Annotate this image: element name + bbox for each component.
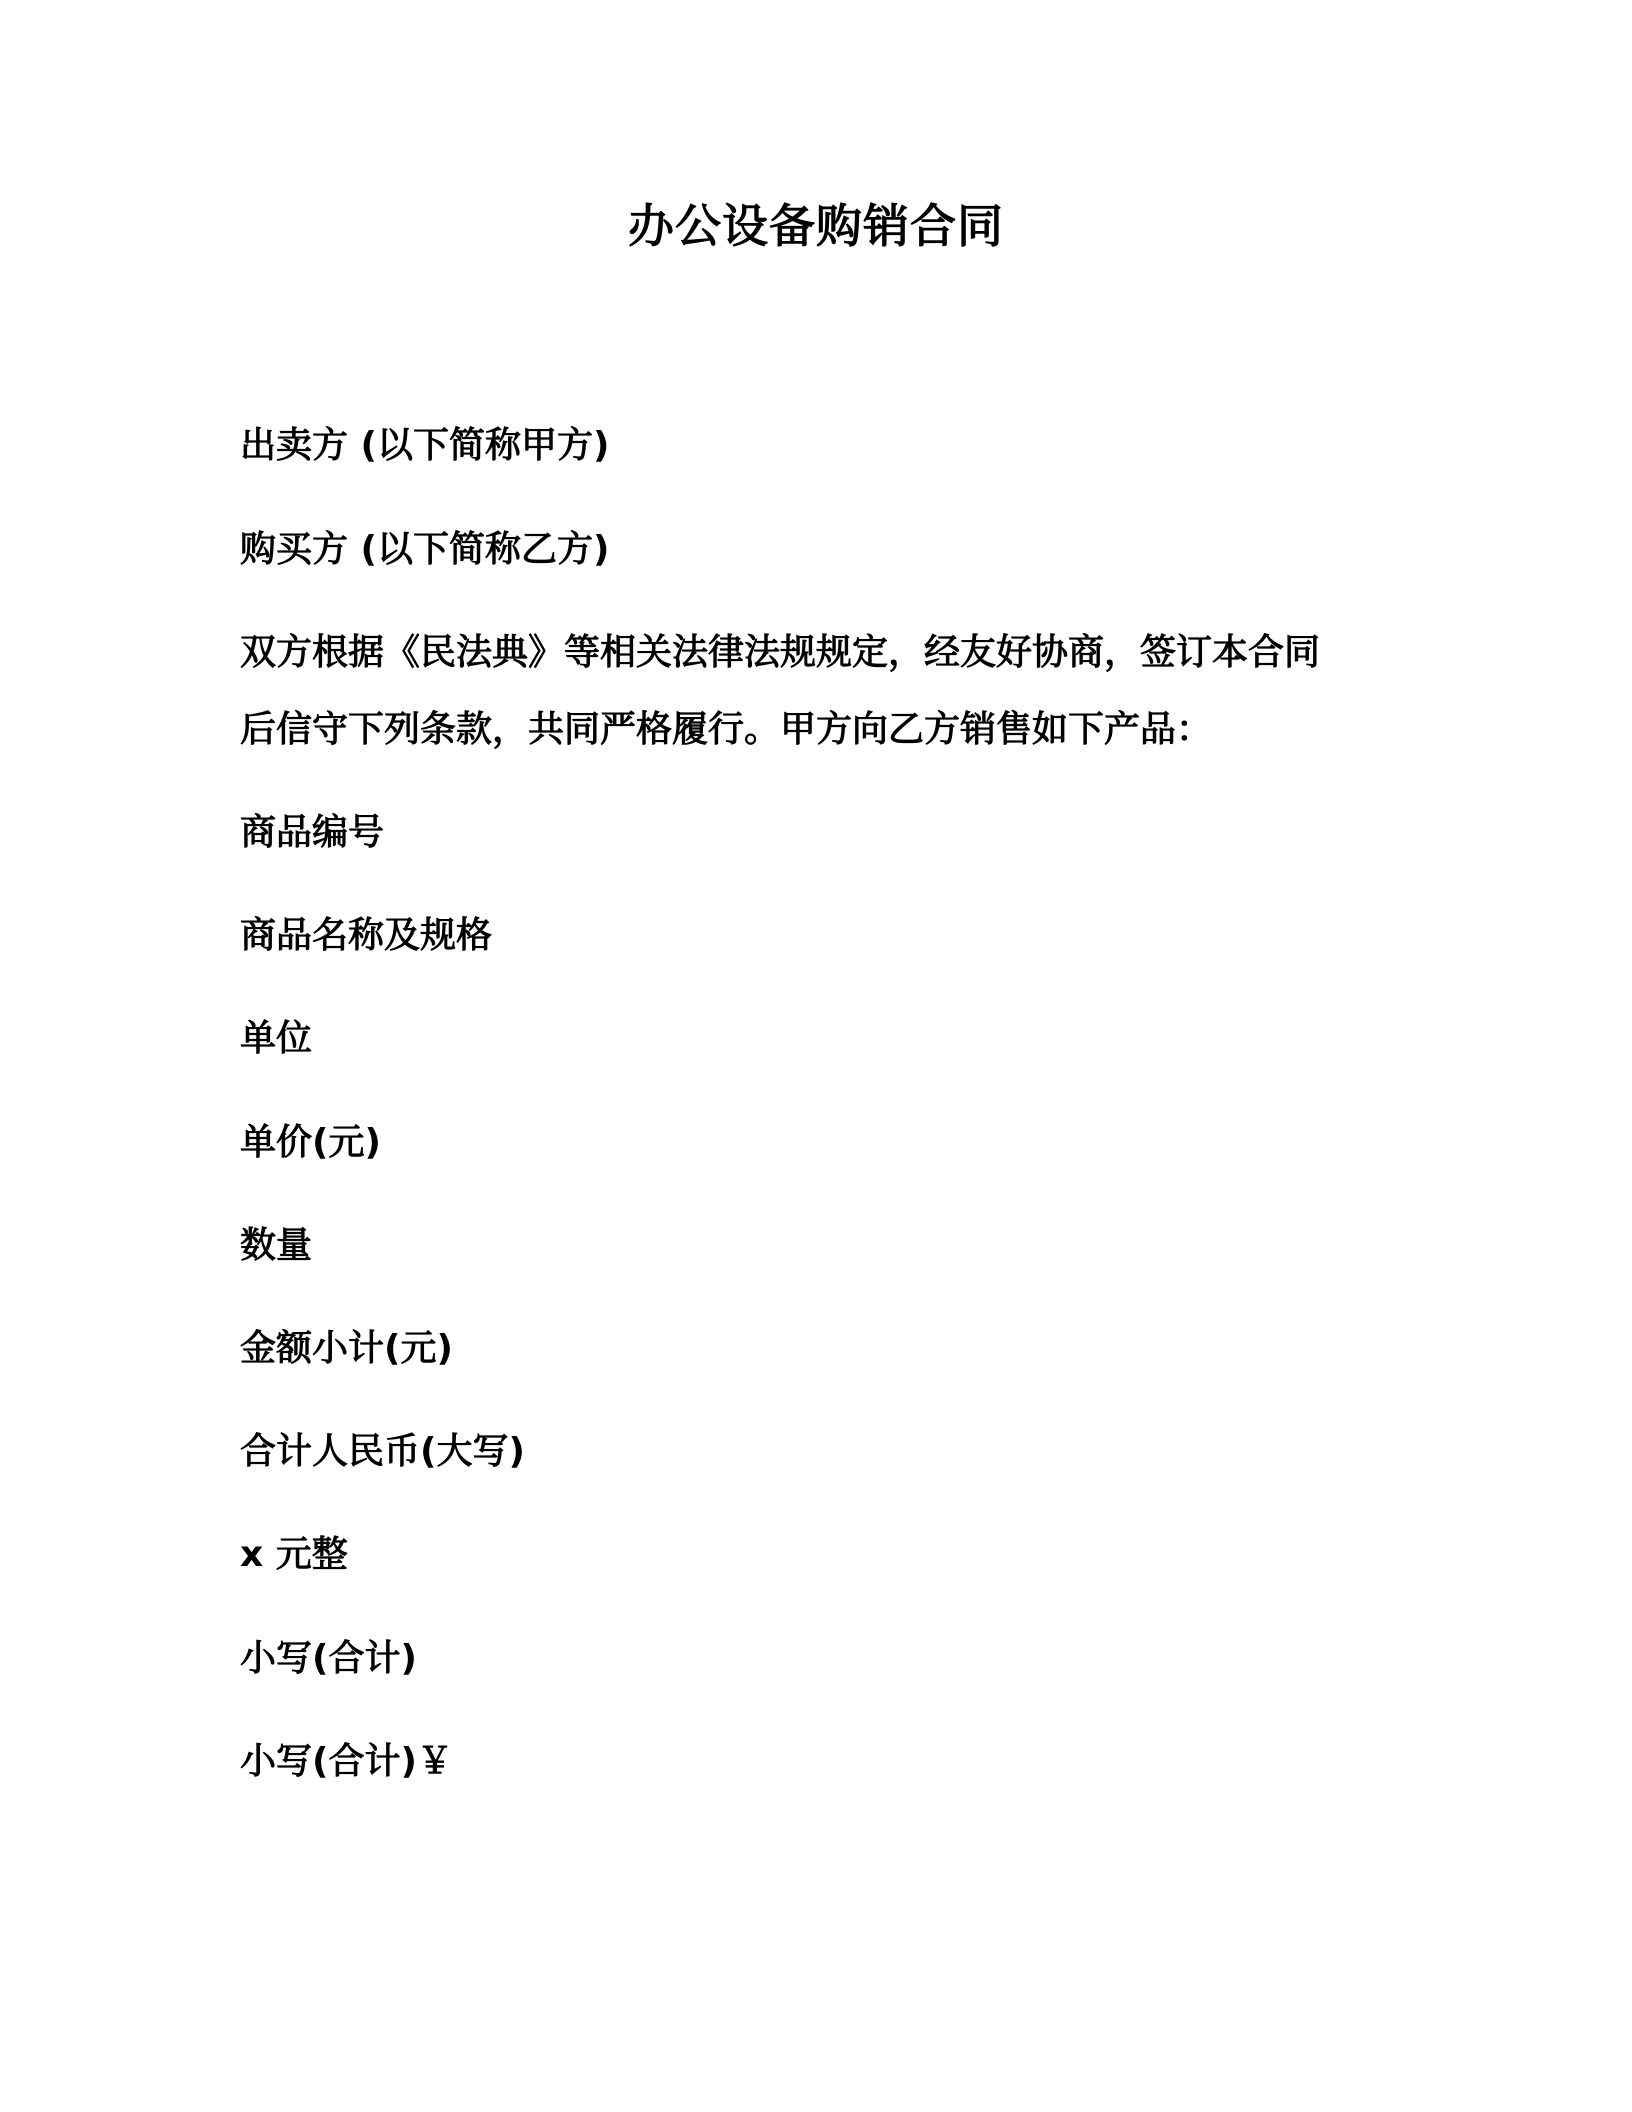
field-quantity: 数量 <box>240 1225 313 1266</box>
field-unit-price: 单价(元) <box>240 1122 381 1163</box>
field-subtotal: 金额小计(元) <box>240 1328 453 1369</box>
field-total-lowercase: 小写(合计) <box>240 1638 417 1679</box>
seller-line: 出卖方 (以下简称甲方) <box>240 425 610 466</box>
field-product-name-spec: 商品名称及规格 <box>240 915 493 956</box>
document-title: 办公设备购销合同 <box>628 199 1004 253</box>
preamble-line-1: 双方根据《民法典》等相关法律法规规定，经友好协商，签订本合同 <box>240 632 1321 673</box>
buyer-line: 购买方 (以下简称乙方) <box>240 529 610 570</box>
field-product-number: 商品编号 <box>240 812 385 853</box>
field-total-rmb-uppercase: 合计人民币(大写) <box>240 1431 525 1472</box>
field-unit: 单位 <box>240 1018 313 1059</box>
field-total-yuan: x 元整 <box>240 1534 348 1575</box>
field-total-lowercase-yen: 小写(合计)￥ <box>240 1741 453 1782</box>
preamble-line-2: 后信守下列条款，共同严格履行。甲方向乙方销售如下产品： <box>240 709 1213 750</box>
